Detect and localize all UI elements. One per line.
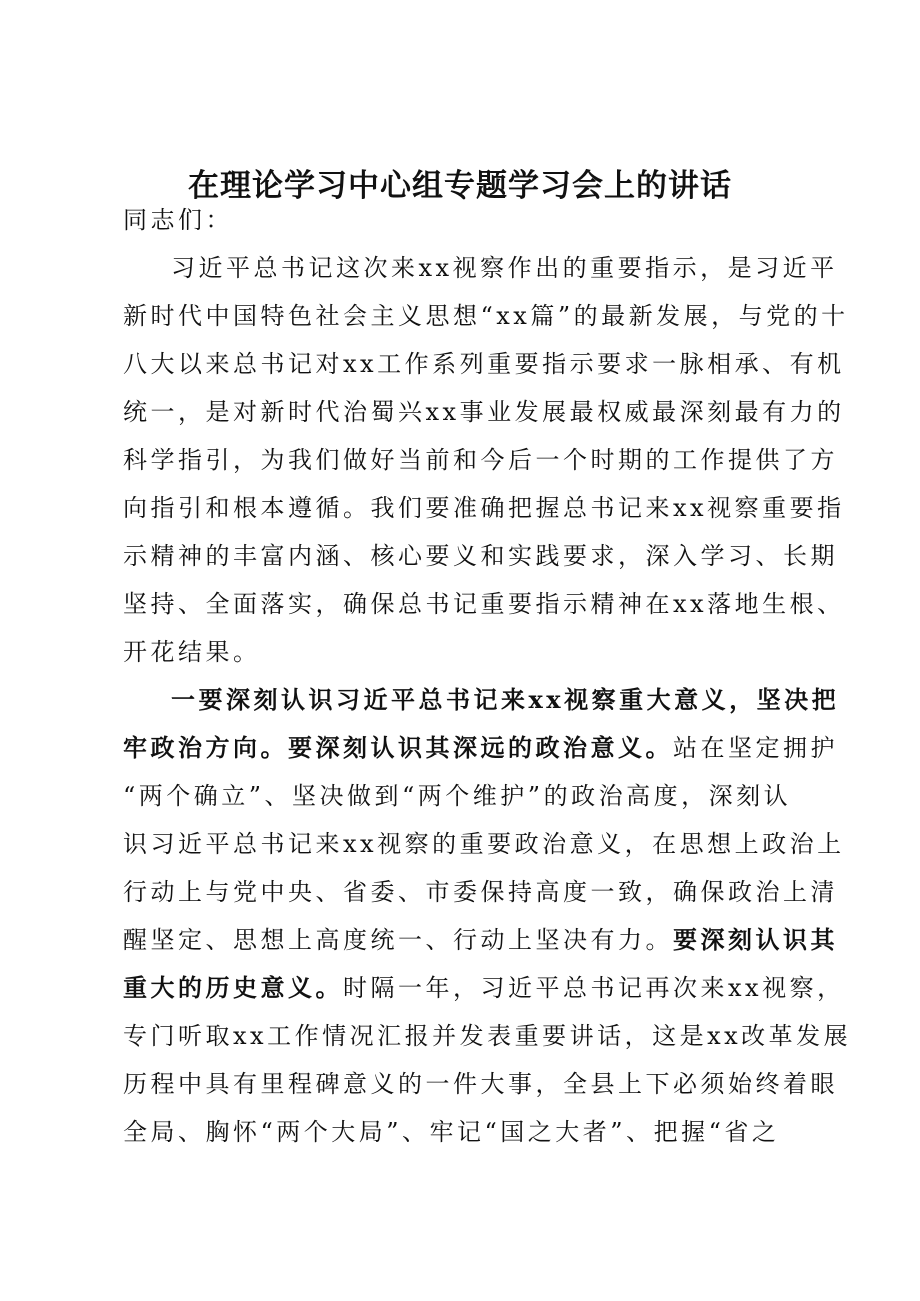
text-line: 统一，是对新时代治蜀兴xx事业发展最权威最深刻最有力的: [123, 398, 845, 426]
text-line: 行动上与党中央、省委、市委保持高度一致，确保政治上清: [123, 878, 838, 906]
text-line: 重大的历史意义。时隔一年，习近平总书记再次来xx视察，: [123, 973, 845, 1002]
text-line: 牢政治方向。要深刻认识其深远的政治意义。站在坚定拥护: [123, 733, 838, 762]
salutation: 同志们：: [123, 206, 233, 234]
text-line: 专门听取xx工作情况汇报并发表重要讲话，这是xx改革发展: [123, 1022, 852, 1050]
text-line: 向指引和根本遵循。我们要准确把握总书记来xx视察重要指: [123, 494, 845, 522]
text-line: 开花结果。: [123, 638, 261, 666]
text-line: 示精神的丰富内涵、核心要义和实践要求，深入学习、长期: [123, 542, 838, 570]
text-line: 习近平总书记这次来xx视察作出的重要指示，是习近平: [171, 254, 838, 282]
section-subheading: 要深刻认识其: [673, 925, 838, 954]
text-line: 坚持、全面落实，确保总书记重要指示精神在xx落地生根、: [123, 590, 845, 618]
section-heading: 牢政治方向。要深刻认识其深远的政治意义。: [123, 733, 673, 762]
section-subheading: 重大的历史意义。: [123, 973, 343, 1002]
text-line: 醒坚定、思想上高度统一、行动上坚决有力。要深刻认识其: [123, 925, 838, 954]
text-line: [171, 676, 839, 724]
section-heading: 一要深刻认识习近平总书记来xx视察重大意义，坚决把: [171, 685, 840, 714]
text-line: 全局、胸怀“两个大局”、牢记“国之大者”、把握“省之: [123, 1118, 780, 1146]
text-line: 八大以来总书记对xx工作系列重要指示要求一脉相承、有机: [123, 350, 845, 378]
text-line: 识习近平总书记来xx视察的重要政治意义，在思想上政治上: [123, 830, 845, 858]
text-line: 历程中具有里程碑意义的一件大事，全县上下必须始终着眼: [123, 1070, 838, 1098]
text-line: 新时代中国特色社会主义思想“xx篇”的最新发展，与党的十: [123, 302, 849, 330]
text-line: 科学指引，为我们做好当前和今后一个时期的工作提供了方: [123, 446, 838, 474]
text-line: “两个确立”、坚决做到“两个维护”的政治高度，深刻认: [123, 782, 792, 810]
document-title: 在理论学习中心组专题学习会上的讲话: [188, 168, 732, 204]
